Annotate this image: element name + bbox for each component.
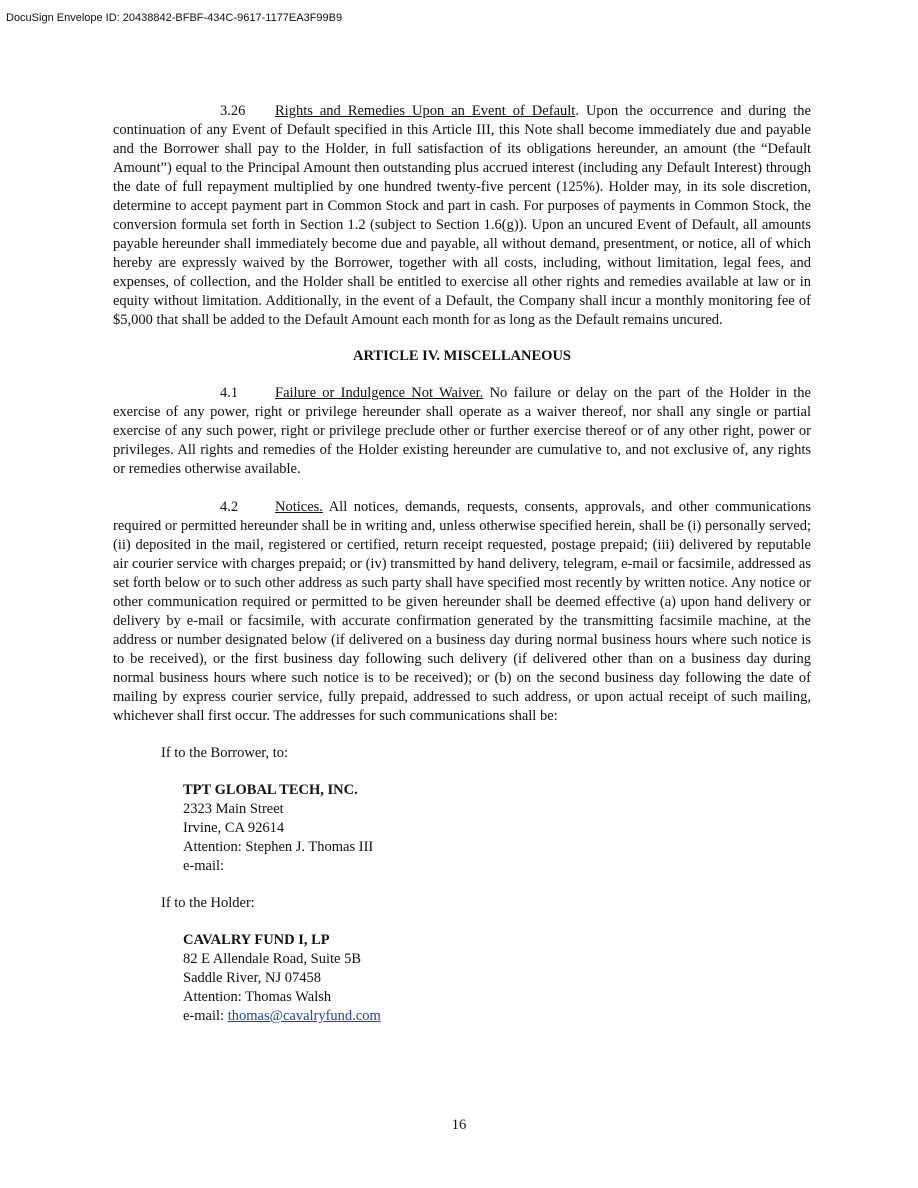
borrower-attention: Attention: Stephen J. Thomas III [183,839,374,855]
docusign-envelope-id: DocuSign Envelope ID: 20438842-BFBF-434C-9617-1177EA3F99B9 [6,12,343,24]
holder-name: CAVALRY FUND I, LP [183,932,330,948]
section-title: Rights and Remedies Upon an Event of Default [275,103,576,119]
holder-attention: Attention: Thomas Walsh [183,989,332,1005]
holder-email-label: e-mail: [183,1008,228,1024]
borrower-intro: If to the Borrower, to: [161,745,289,761]
borrower-street: 2323 Main Street [183,801,284,817]
holder-intro: If to the Holder: [161,895,255,911]
section-body: . Upon the occurrence and during the continuation of any Event of Default specified in this Article III, this Note shall become immediately due and payable and the Borrower shall pay to the Holder, in full satisfaction of its obligations hereunder, an amount (the “Default Amount”) equal to the Principal Amount then outstanding plus accrued interest (including any Default Interest) through the date of full repayment multiplied by one hundred twenty-five percent (125%). Holder may, in its sole discretion, determine to accept payment part in Common Stock and part in cash. For purposes of payments in Common Stock, the conversion formula set forth in Section 1.2 (subject to Section 1.6(g)). Upon an uncured Event of Default, all amounts payable hereunder shall immediately become due and payable, all without demand, presentment, or notice, all of which hereby are expressly waived by the Borrower, together with all costs, including, without limitation, legal fees, and expenses, of collection, and the Holder shall be entitled to exercise all other rights and remedies available at law or in equity without limitation. Additionally, in the event of a Default, the Company shall incur a monthly monitoring fee of $5,000 that shall be added to the Default Amount each month for as long as the Default remains uncured. [113,103,811,328]
holder-email-link[interactable]: thomas@cavalryfund.com [227,1008,381,1024]
section-number: 3.26 [220,103,246,119]
borrower-address [183,781,811,876]
section-3-26 [113,102,811,330]
article-heading: ARTICLE IV. MISCELLANEOUS [353,348,571,364]
section-number: 4.1 [220,385,239,401]
holder-email-line [183,1007,811,1026]
document-page [113,102,811,1026]
section-4-1 [113,384,811,479]
borrower-email-label: e-mail: [183,858,225,874]
page-number: 16 [451,1117,467,1133]
section-body: No failure or delay on the part of the Holder in the exercise of any power, right or privilege hereunder shall operate as a waiver thereof, nor shall any single or partial exercise of any such power, right or privilege preclude other or further exercise thereof or of any other right, power or privileges. All rights and remedies of the Holder existing hereunder are cumulative to, and not exclusive of, any rights or remedies otherwise available. [113,385,811,477]
section-title: Notices. [275,499,323,515]
holder-street: 82 E Allendale Road, Suite 5B [183,951,362,967]
borrower-name: TPT GLOBAL TECH, INC. [183,782,358,798]
section-number: 4.2 [220,499,239,515]
section-4-2 [113,498,811,726]
section-title: Failure or Indulgence Not Waiver. [275,385,484,401]
section-body: All notices, demands, requests, consents, approvals, and other communications required or permitted hereunder shall be in writing and, unless otherwise specified herein, shall be (i) personally served; (ii) deposited in the mail, registered or certified, return receipt requested, postage prepaid; (iii) delivered by reputable air courier service with charges prepaid; or (iv) transmitted by hand delivery, telegram, e-mail or facsimile, addressed as set forth below or to such other address as such party shall have specified most recently by written notice. Any notice or other communication required or permitted to be given hereunder shall be deemed effective (a) upon hand delivery or delivery by e-mail or facsimile, with accurate confirmation generated by the transmitting facsimile machine, at the address or number designated below (if delivered on a business day during normal business hours where such notice is to be received), or the first business day following such delivery (if delivered other than on a business day during normal business hours where such notice is to be received); or (b) on the second business day following the date of mailing by express courier service, fully prepaid, addressed to such address, or upon actual receipt of such mailing, whichever shall first occur. The addresses for such communications shall be: [113,499,811,724]
holder-address [183,931,811,1026]
borrower-city: Irvine, CA 92614 [183,820,285,836]
holder-city: Saddle River, NJ 07458 [183,970,321,986]
